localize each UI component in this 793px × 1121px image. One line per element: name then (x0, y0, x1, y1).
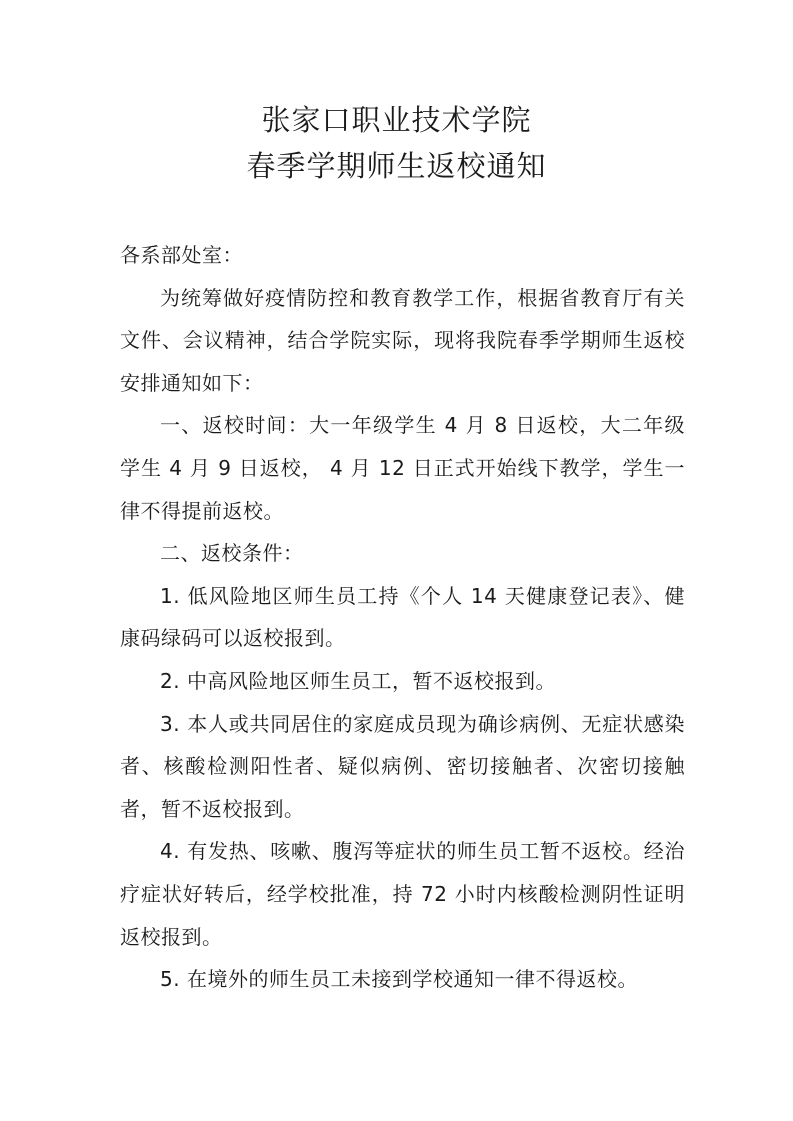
document-title-line2: 春季学期师生返校通知 (246, 149, 547, 183)
condition-item: 1. 低风险地区师生员工持《个人 14 天健康登记表》、健康码绿码可以返校报到。 (120, 583, 685, 651)
condition-item: 5. 在境外的师生员工未接到学校通知一律不得返校。 (160, 967, 638, 992)
document-title-line1: 张家口职业技术学院 (261, 103, 532, 137)
condition-item: 4. 有发热、咳嗽、腹泻等症状的师生员工暂不返校。经治疗症状好转后，经学校批准，持 72 小时内核酸检测阴性证明返校报到。 (120, 839, 685, 949)
condition-item: 2. 中高风险地区师生员工，暂不返校报到。 (160, 668, 556, 693)
condition-item: 3. 本人或共同居住的家庭成员现为确诊病例、无症状感染者、核酸检测阳性者、疑似病例、密切接触者、次密切接触者，暂不返校报到。 (120, 711, 685, 821)
document-body (120, 234, 685, 1001)
intro-paragraph: 为统筹做好疫情防控和教育教学工作，根据省教育厅有关文件、会议精神，结合学院实际，现将我院春季学期师生返校安排通知如下： (120, 285, 685, 395)
section-return-time: 一、返校时间：大一年级学生 4 月 8 日返校，大二年级学生 4 月 9 日返校， 4 月 12 日正式开始线下教学，学生一律不得提前返校。 (120, 413, 685, 523)
salutation: 各系部处室： (120, 243, 243, 267)
section-return-conditions-heading: 二、返校条件： (160, 541, 304, 566)
